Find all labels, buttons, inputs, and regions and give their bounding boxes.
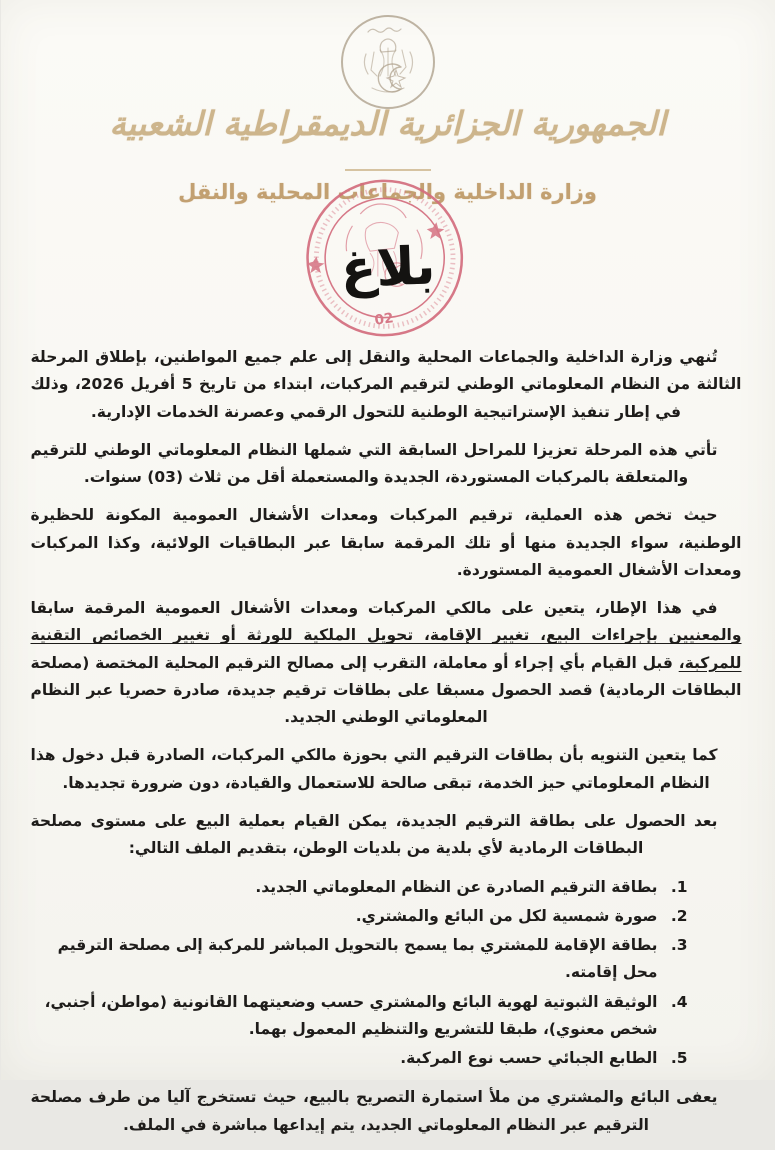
list-item bbox=[31, 989, 742, 1044]
list-item-number: 3. bbox=[670, 936, 688, 955]
document-page bbox=[1, 0, 775, 1134]
list-item-text: الوثيقة الثبوتية لهوية البائع والمشتري حسب وضعيتهما القانونية (مواطن، أجنبي، شخص معنوي)، طبقا للتشريع والتنظيم المعمول بهما. bbox=[44, 992, 658, 1038]
required-documents-list bbox=[31, 874, 742, 1073]
ministry-title: وزارة الداخلية والجماعات المحلية والنقل bbox=[178, 180, 597, 204]
communique-body bbox=[31, 344, 742, 1150]
republic-title: الجمهورية الجزائرية الديمقراطية الشعبية bbox=[109, 104, 666, 143]
list-item bbox=[31, 874, 742, 901]
paragraph-3: حيث تخص هذه العملية، ترقيم المركبات ومعدات الأشغال العمومية المكونة للحظيرة الوطنية، سواء الجديدة منها أو تلك المرقمة سابقا عبر البطاقيات الولائية، وكذا المركبات ومعدات الأشغال العمومية المستوردة. bbox=[30, 506, 742, 579]
list-item bbox=[31, 932, 742, 987]
communique-title: بلاغ bbox=[339, 236, 436, 300]
list-item bbox=[31, 1045, 742, 1072]
paragraph-4-underlined: والمعنيين بإجراءات البيع، تغيير الإقامة، تحويل الملكية للورثة أو تغيير الخصائص التقنية للمركبة، bbox=[30, 626, 742, 672]
paragraph-1: تُنهي وزارة الداخلية والجماعات المحلية والنقل إلى علم جميع المواطنين، بإطلاق المرحلة الثالثة من النظام المعلوماتي الوطني لترقيم المركبات، ابتداء من تاريخ 5 أفريل 2026، وذلك في إطار تنفيذ الإستراتيجية الوطنية للتحول الرقمي وعصرنة الخدمات الإدارية. bbox=[30, 348, 742, 421]
paragraph-4-after: قبل القيام بأي إجراء أو معاملة، التقرب إلى مصالح الترقيم المحلية المختصة (مصلحة البطاقات الرمادية) قصد الحصول مسبقا على بطاقات ترقيم جديدة، صادرة حصريا عبر النظام المعلوماتي الوطني الجديد. bbox=[30, 653, 742, 727]
list-item-text: الطابع الجبائي حسب نوع المركبة. bbox=[400, 1049, 658, 1068]
list-item-text: بطاقة الترقيم الصادرة عن النظام المعلوماتي الجديد. bbox=[255, 877, 658, 896]
paragraph-4 bbox=[31, 595, 742, 731]
algeria-emblem-icon bbox=[338, 12, 438, 112]
list-item-number: 4. bbox=[670, 992, 688, 1011]
paragraph-7: يعفى البائع والمشتري من ملأ استمارة التصريح بالبيع، حيث تستخرج آليا من طرف مصلحة الترقيم عبر النظام المعلوماتي الجديد، يتم إيداعها مباشرة في الملف. bbox=[30, 1088, 718, 1134]
title-divider bbox=[345, 169, 431, 171]
list-item-text: صورة شمسية لكل من البائع والمشتري. bbox=[355, 906, 658, 925]
list-item-text: بطاقة الإقامة للمشتري بما يسمح بالتحويل المباشر للمركبة إلى مصلحة الترقيم محل إقامته. bbox=[57, 936, 658, 982]
list-item bbox=[31, 903, 742, 930]
paragraph-5: كما يتعين التنويه بأن بطاقات الترقيم التي بحوزة مالكي المركبات، الصادرة قبل دخول هذا النظام المعلوماتي حيز الخدمة، تبقى صالحة للاستعمال والقيادة، دون ضرورة تجديدها. bbox=[30, 746, 718, 792]
paragraph-4-before: في هذا الإطار، يتعين على مالكي المركبات ومعدات الأشغال العمومية المرقمة سابقا bbox=[30, 599, 718, 618]
list-item-number: 1. bbox=[670, 877, 688, 896]
paragraph-2: تأتي هذه المرحلة تعزيزا للمراحل السابقة التي شملها النظام المعلوماتي الوطني للترقيم والمتعلقة بالمركبات المستوردة، الجديدة والمستعملة أقل من ثلاث (03) سنوات. bbox=[30, 440, 718, 487]
stamp-number: 02 bbox=[373, 310, 395, 329]
list-item-number: 5. bbox=[670, 1049, 688, 1068]
paragraph-6: بعد الحصول على بطاقة الترقيم الجديدة، يمكن القيام بعملية البيع على مستوى مصلحة البطاقات الرمادية لأي بلدية من بلديات الوطن، بتقديم الملف التالي: bbox=[30, 811, 718, 858]
list-item-number: 2. bbox=[670, 906, 688, 925]
